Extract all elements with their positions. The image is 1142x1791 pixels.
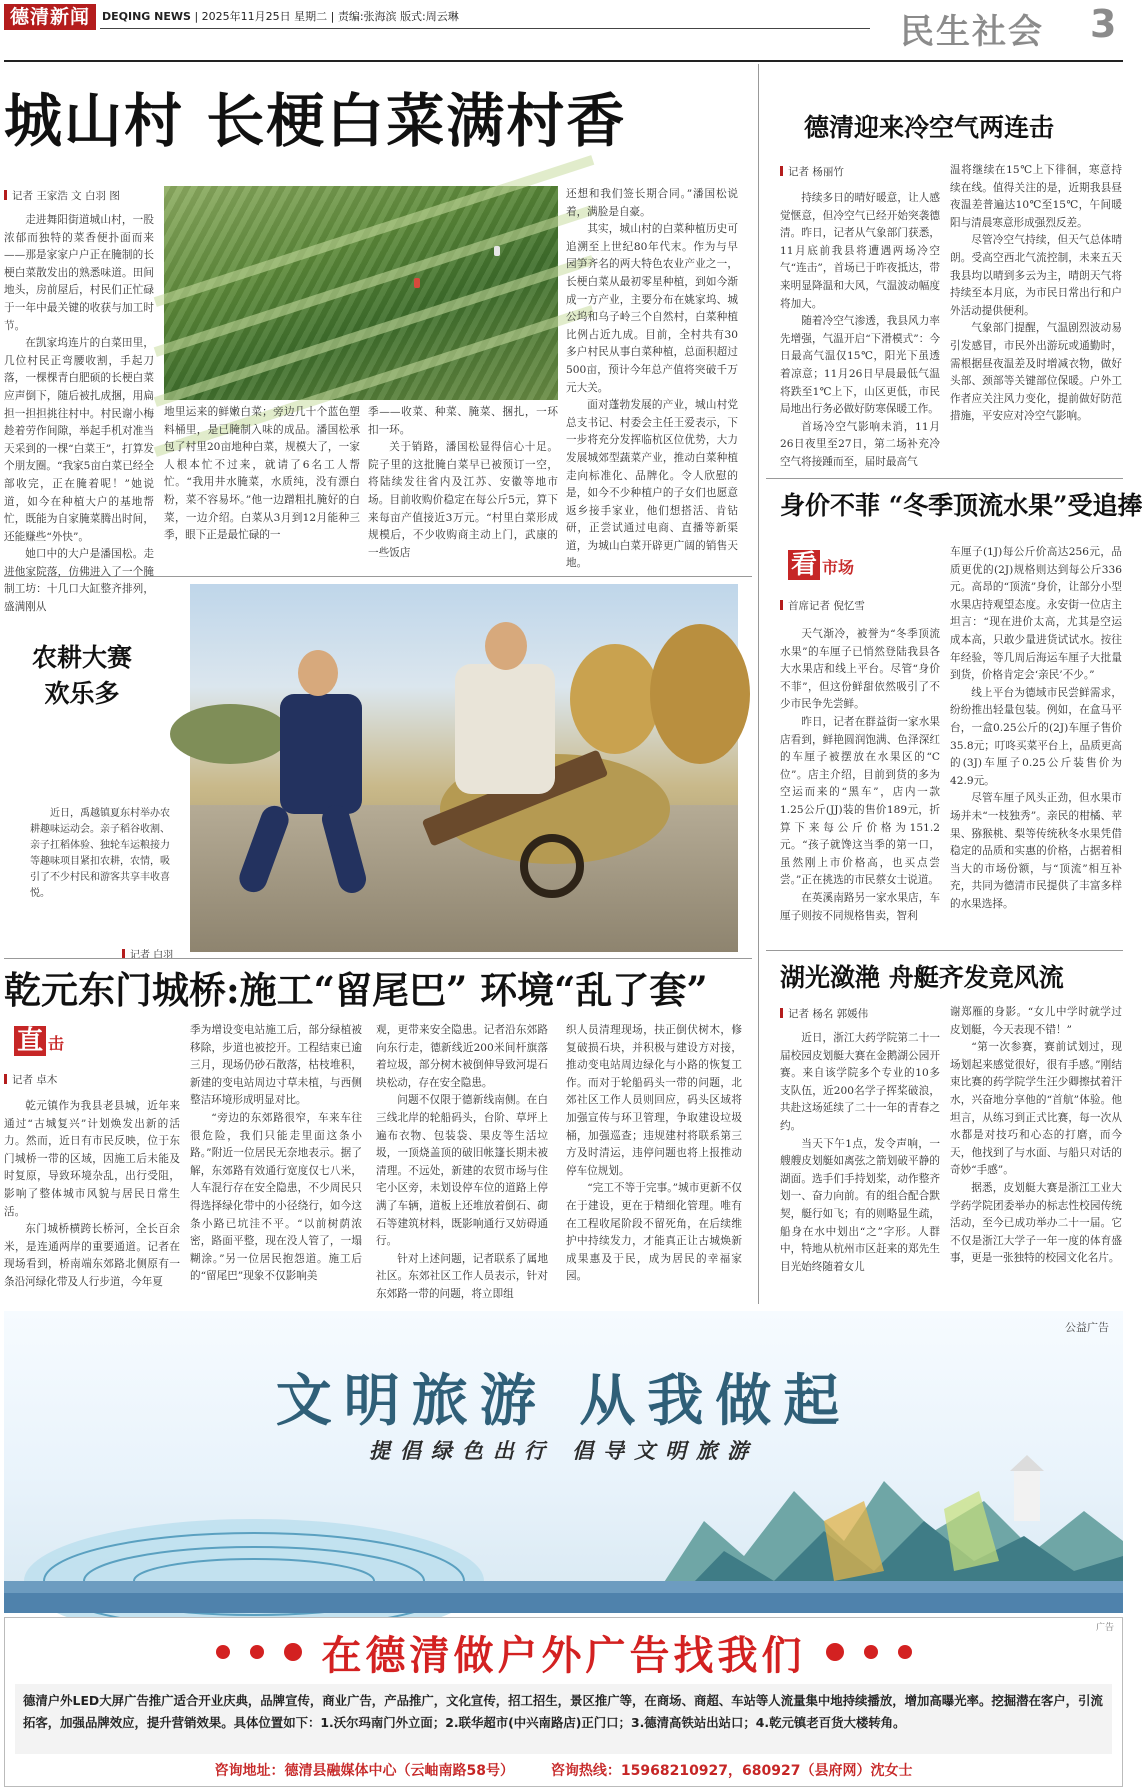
article-main-col2 xyxy=(164,404,360,569)
issue-date: 2025年11月25日 xyxy=(201,10,291,23)
paragraph: 在凯家坞连片的白菜田里，几位村民正弯腰收割，手起刀落，一棵棵青白肥硕的长梗白菜应声倒下，随后被扎成捆，用扁担一担担挑往村中。村民谢小梅趁着劳作间隙，举起手机对准当天采到的一棵“白菜王”，打算发个朋友圈。“我家5亩白菜已经全部收完，正在腌着呢！”她说道，如今在种植大户的基地帮忙，既能为自家腌菜腾出时间，还能赚些“外快”。 xyxy=(4,337,154,543)
section-name: 民生社会 xyxy=(900,12,1044,52)
article-gate-col1 xyxy=(4,1098,180,1304)
decor-dot xyxy=(216,1645,230,1659)
article-main-col3 xyxy=(368,404,558,569)
section-rule xyxy=(766,478,1123,479)
tag-big: 看 xyxy=(788,550,820,580)
article-gate-tag xyxy=(14,1026,64,1056)
paragraph: 季为增设变电站施工后，部分绿植被移除，步道也被挖开。工程结束已逾三月，现场仍砂石散落，枯枝堆积，新建的变电站周边寸草未植，与西侧整洁环境形成明显对比。 xyxy=(190,1024,362,1107)
article-fruit-col2 xyxy=(950,544,1122,944)
article-gate-col2 xyxy=(190,1022,362,1304)
paragraph: 织人员清理现场，扶正倒伏树木，修复破损石块，并积极与建设方对接，推动变电站周边绿化与小路的恢复工作。而对于轮船码头一带的问题，北郊社区工作人员则回应，码头区域将加强宣传与环卫管理，争取建设垃圾桶，加强巡查；违规建村将联系第三方及时清运，违停问题也将上报推动停车位规划。 xyxy=(566,1024,742,1177)
tag-small: 击 xyxy=(48,1034,65,1053)
article-cold-col1 xyxy=(780,190,940,468)
paragraph: 当天下午1点，发令声响，一艘艘皮划艇如离弦之箭划破平静的湖面。选手们手持划桨，动作整齐划一、奋力向前。有的组合配合默契，艇行如飞；有的则略显生疏，船身在水中划出“之”字形。人群中，特地从杭州市区赶来的郑先生目光始终随着女儿 xyxy=(780,1137,940,1273)
paragraph: 尽管冷空气持续，但天气总体晴朗。受高空西北气流控制，未来五天我县均以晴到多云为主，晴朗天气将持续至本月底，为市民日常出行和户外活动提供便利。 xyxy=(950,234,1122,317)
caption-text: 近日，禹越镇夏东村举办农耕趣味运动会。亲子稻谷收割、亲子扛稻体验、独轮车运粮接力等趣味项目紧扣农耕，农情，吸引了不少村民和游客共享丰收喜悦。 xyxy=(30,808,170,899)
section-tag xyxy=(880,0,1127,52)
photo-feature-title-line1: 农耕大赛 xyxy=(31,643,132,672)
layout-credit: 版式:周云琳 xyxy=(400,10,459,23)
lake-water-deep xyxy=(4,1593,1123,1613)
paragraph: 乾元镇作为我县老县城，近年来通过“古城复兴”计划焕发出新的活力。然而，近日有市民反映，位于东门城桥一带的区域，因施工后未能及时复原，导致环境杂乱，出行受阻，影响了整体城市风貌与居民日常生活。 xyxy=(4,1100,180,1218)
column-divider xyxy=(758,64,759,1304)
farmer-figure xyxy=(414,278,420,288)
paragraph: 地里运来的鲜嫩白菜；旁边几十个蓝色塑料桶里，是已腌制入味的成品。潘国松承包了村里20亩地种白菜，规模大了，一家人根本忙不过来，就请了6名工人帮忙。“我用井水腌菜，水质纯，没有漂白粉，菜不容易坏。”他一边蹭粗扎腌好的白菜，一边介绍。白菜从3月到12月能种三季，眼下正是最忙碌的一 xyxy=(164,406,360,542)
article-gate-col4 xyxy=(566,1022,742,1304)
paragraph: 随着冷空气渗透，我县风力率先增强，气温开启“下滑模式”：今日最高气温仅15℃，阳光下虽透着凉意；11月26日早晨最低气温将跌至1℃上下，山区更低，市民局地出行务必做好防寒保暖工作。 xyxy=(780,315,940,416)
paragraph: 近日，浙江大药学院第二十一届校园皮划艇大赛在金鹅湖公园开赛。来自该学院多个专业的10多支队伍，近200名学子挥桨破浪，共赴这场延续了二十一年的青春之约。 xyxy=(780,1032,940,1132)
section-rule xyxy=(4,576,752,577)
article-boat-byline: 记者 杨名 郭媛伟 xyxy=(780,1006,868,1021)
article-fruit-byline: 首席记者 倪忆雪 xyxy=(780,598,865,613)
ad-title-row xyxy=(5,1622,1122,1682)
psa-title: 文明旅游 从我做起 xyxy=(275,1369,852,1434)
outdoor-ad xyxy=(4,1617,1123,1787)
section-rule xyxy=(4,958,752,959)
child-figure xyxy=(280,694,362,814)
section-underline xyxy=(4,60,1123,62)
farmer-figure xyxy=(494,246,500,256)
ad-hotline: 咨询热线：15968210927，680927（县府网）沈女士 xyxy=(550,1763,913,1779)
article-boat-col1 xyxy=(780,1030,940,1304)
landscape-illustration xyxy=(4,1461,1123,1613)
tag-big: 直 xyxy=(14,1026,46,1056)
article-boat-title: 湖光潋滟 舟艇齐发竞风流 xyxy=(780,963,1064,992)
article-main-col1 xyxy=(4,212,154,614)
article-gate-title: 乾元东门城桥:施工“留尾巴” 环境“乱了套” xyxy=(4,968,708,1012)
paragraph: 还想和我们签长期合同。”潘国松说着，满脸是自豪。 xyxy=(566,188,738,218)
article-main-col4 xyxy=(566,186,738,569)
tag-small: 市场 xyxy=(822,558,855,577)
paragraph: 车厘子(1J)每公斤价高达256元，品质更优的(2J)规格则达到每公斤336元。高昂的“顶流”身价，让部分小型水果店持观望态度。永安街一位店主坦言：“现在进价太高，尤其是空运成本高，只敢少量进货试试水。按往年经验，等几周后海运车厘子大批量到货，价格肯定会‘亲民’不少。” xyxy=(950,546,1122,682)
paragraph: “第一次参赛，赛前试划过，现场划起来感觉很好，很有手感。”刚结束比赛的药学院学生汪少卿擦拭着汗水，兴奋地分享他的“首航”体验。他坦言，从练习到正式比赛，每一次从水都是对技巧和心态的打磨，而今天，他找到了与水面、与船只对话的奇妙“手感”。 xyxy=(950,1041,1122,1177)
ad-address: 咨询地址：德清县融媒体中心（云岫南路58号） xyxy=(214,1763,514,1779)
tree xyxy=(570,644,660,754)
paragraph: 东门城桥横跨长桥河，全长百余米，是连通两岸的重要通道。记者在现场看到，桥南端东郊路北侧原有一条沿河绿化带及人行步道，今年夏 xyxy=(4,1223,180,1288)
masthead xyxy=(0,0,1127,52)
photo-feature-credit: 记者 白羽 xyxy=(122,946,173,961)
man-head xyxy=(485,622,527,670)
paper-name: DEQING NEWS xyxy=(102,10,191,23)
paragraph: 在英溪南路另一家水果店，车厘子则按不同规格售卖，智利 xyxy=(780,891,940,922)
farm-games-photo xyxy=(190,584,738,952)
photo-feature-caption xyxy=(30,806,170,902)
photo-feature-title-line2: 欢乐多 xyxy=(44,679,120,708)
paragraph: 昨日，记者在群益街一家水果店看到，鲜艳圆润饱满、色泽深红的车厘子被摆放在水果区的“C位”。店主介绍，目前到货的多为空运而来的“黑车”，店内一款1.25公斤(JJ)装的售价189元，折算下来每公斤价格为151.2元。“孩子就馋这当季的第一口，虽然刚上市价格高，也买点尝尝。”正在挑选的市民蔡女士说道。 xyxy=(780,715,940,887)
paragraph: 观，更带来安全隐患。记者沿东郊路向东行走，德新线近200米间杆旗落着垃圾，部分树木被倒伸导致河堤石块松动，存在安全隐患。 xyxy=(376,1024,548,1089)
page-number: 3 xyxy=(1090,2,1117,46)
section-rule xyxy=(766,950,1123,951)
article-fruit-col1 xyxy=(780,626,940,944)
paragraph: 其实，城山村的白菜种植历史可追溯至上世纪80年代末。作为与早园笋齐名的两大特色农业产业之一，长梗白菜从最初零星种植，到如今渐成一方产业，主要分布在姚家坞、城公坞和乌子岭三个自然村，白菜种植比例占近九成。目前，全村共有30多户村民从事白菜种植，总面积超过500亩，预计今年总产值将突破千万元大关。 xyxy=(566,223,738,394)
paragraph: 走进舞阳街道城山村，一股浓郁而独特的菜香便扑面而来——那是家家户户正在腌制的长梗白菜散发出的熟悉味道。田间地头，房前屋后，村民们正忙碌于一年中最关键的收获与加工时节。 xyxy=(4,214,154,332)
child-head xyxy=(298,650,338,696)
paragraph: 关于销路，潘国松显得信心十足。院子里的这批腌白菜早已被预订一空，将陆续发往省内及江苏、安徽等地市场。目前收购价稳定在每公斤5元，算下来每亩产值接近3万元。“村里白菜形成规模后，不少收购商主动上门，武康的一些饭店 xyxy=(368,441,558,559)
article-fruit-title: 身价不菲 “冬季顶流水果”受追捧 xyxy=(780,491,1142,520)
issue-weekday: 星期二 xyxy=(294,10,328,23)
ad-corner-label: 广告 xyxy=(1095,1623,1114,1633)
article-boat-col2 xyxy=(950,1004,1122,1304)
decor-dot xyxy=(250,1645,264,1659)
cabbage-field-photo xyxy=(164,186,558,400)
article-gate-col3 xyxy=(376,1022,548,1304)
masthead-rule xyxy=(100,28,870,29)
paragraph: 温将继续在15℃上下徘徊，寒意持续在线。值得关注的是，近期我县昼夜温差普遍达10℃至15℃，午间暖阳与清晨寒意形成强烈反差。 xyxy=(950,164,1122,229)
paragraph: 谢郑雁的身影。“女儿中学时就学过皮划艇，今天表现不错！” xyxy=(950,1006,1122,1036)
paragraph: 据悉，皮划艇大赛是浙江工业大学药学院团委举办的标志性校园传统活动，至今已成功举办二十一届。它不仅是浙江大学子一年一度的体育盛事，更是一张独特的校园文化名片。 xyxy=(950,1181,1122,1265)
photo-feature-title xyxy=(20,640,144,712)
paragraph: 季——收菜、种菜、腌菜、捆扎，一环扣一环。 xyxy=(368,406,558,436)
decor-dot xyxy=(284,1643,302,1661)
article-fruit-tag xyxy=(788,550,854,580)
decor-dot xyxy=(898,1645,912,1659)
tree xyxy=(170,704,290,764)
article-cold-byline: 记者 杨丽竹 xyxy=(780,164,844,179)
paragraph: 面对蓬勃发展的产业，城山村党总支书记、村委会主任王爱表示，下一步将充分发挥临杭区位优势，大力发展城郊型蔬菜产业，推动白菜种植走向标准化、品牌化。令人欣慰的是，如今不少种植户的子女们也愿意返乡接手家业，他们想搭活、肯钻研，正尝试通过电商、直播等新渠道，为城山白菜开辟更广阔的销售天地。 xyxy=(566,399,738,570)
tower xyxy=(1014,1471,1040,1521)
paragraph: 气象部门提醒，气温剧烈波动易引发感冒，市民外出游玩或通勤时，需根据昼夜温差及时增减衣物，做好头部、颈部等关键部位保暖。户外工作者应关注风力变化，提前做好防范措施，平安应对冷空气影响。 xyxy=(950,322,1122,423)
article-main-title: 城山村 长梗白菜满村香 xyxy=(4,87,627,155)
paragraph: 尽管车厘子风头正劲，但水果市场并未“一枝独秀”。亲民的柑橘、苹果、猕猴桃、梨等传统秋冬水果凭借稳定的品质和实惠的价格，占据着相当大的市场份额，与“顶流”相互补充，共同为德清市民提供了丰富多样的水果选择。 xyxy=(950,792,1122,910)
article-gate-byline: 记者 卓木 xyxy=(4,1072,57,1087)
man-figure xyxy=(455,664,555,794)
paper-info: DEQING NEWS | 2025年11月25日 星期二 | 责编:张海滨 版式:周云琳 xyxy=(102,10,459,23)
paragraph: 天气渐冷，被誉为“冬季顶流水果”的车厘子已悄然登陆我县各大水果店和线上平台。尽管“身价不菲”，但这份鲜甜依然吸引了不少市民争先尝鲜。 xyxy=(780,628,940,711)
ad-body-text: 德清户外LED大屏广告推广适合开业庆典，品牌宣传，商业广告，产品推广，文化宣传，招工招生，景区推广等，在商场、商超、车站等人流量集中地持续播放，增加高曝光率。挖掘潜在客户，引流拓客，加强品牌效应，提升营销效果。具体位置如下：1.沃尔玛南门外立面；2.联华超市(中兴南路店)正门口；3.德清高铁站出站口；4.乾元镇老百货大楼转角。 xyxy=(23,1693,1103,1730)
public-service-ad xyxy=(4,1311,1123,1613)
paragraph: 针对上述问题，记者联系了属地社区。东郊社区工作人员表示，针对东郊路一带的问题，将立即组 xyxy=(376,1252,548,1300)
article-main-byline: 记者 王家浩 文 白羽 图 xyxy=(4,188,120,203)
paragraph: 首场冷空气影响未消，11月26日夜里至27日，第二场补充冷空气将接踵而至，届时最高气 xyxy=(780,420,940,468)
tree xyxy=(650,624,750,764)
editor-credit: 责编:张海滨 xyxy=(337,10,397,23)
paragraph: 问题不仅限于德新线南侧。在白三线北岸的轮船码头，台阶、草坪上遍布衣物、包装袋、果皮等生活垃圾，一顶烧盖顶的破旧帐篷长期未被清理。不远处，新建的农贸市场与住宅小区旁，未划设停车位的道路上停满了车辆，道板上还堆放着倒石、砌石等建筑材料，既影响通行又妨碍通行。 xyxy=(376,1094,548,1248)
ad-title: 在德清做户外广告找我们 xyxy=(321,1631,806,1679)
decor-dot xyxy=(826,1643,844,1661)
psa-subtitle: 提倡绿色出行 倡导文明旅游 xyxy=(368,1438,759,1463)
paragraph: “完工不等于完事。”城市更新不仅在于建设，更在于精细化管理。唯有在工程收尾阶段不留死角，在后续维护中持续发力，才能真正让古城焕新成果惠及于民，成为居民的幸福家园。 xyxy=(566,1182,742,1283)
article-cold-title: 德清迎来冷空气两连击 xyxy=(804,113,1055,142)
paragraph: 她口中的大户是潘国松。走进他家院落，仿佛进入了一个腌制工坊：十几口大缸整齐排列，盛满刚从 xyxy=(4,548,154,614)
decor-dot xyxy=(864,1645,878,1659)
psa-corner-label: 公益广告 xyxy=(1065,1321,1109,1334)
newspaper-logo: 德清新闻 xyxy=(4,4,96,30)
wheelbarrow-wheel xyxy=(520,834,584,898)
article-cold-col2 xyxy=(950,162,1122,468)
paragraph: “旁边的东郊路很窄，车来车往很危险，我们只能走里面这条小路。”附近一位居民无奈地表示。据了解，东郊路有效通行宽度仅七八米，人车混行存在安全隐患，不少周民只得选择绿化带中的小径绕行，如今这条小路已坑洼不平。“以前树荫浓密，路面平整，现在没人管了，一塌糊涂。”另一位居民抱怨道。施工后的“留尾巴”现象不仅影响美 xyxy=(190,1111,362,1283)
paragraph: 持续多日的晴好暖意，让人感觉惬意，但冷空气已经开始突袭德清。昨日，记者从气象部门获悉，11月底前我县将遭遇两场冷空气“连击”，首场已于昨夜抵达，带来明显降温和大风，气温波动幅度将加大。 xyxy=(780,192,940,310)
ad-contact-line xyxy=(5,1760,1122,1780)
paragraph: 线上平台为德域市民尝鲜需求，纷纷推出轻量包装。例如，在盒马平台，一盒0.25公斤的(2J)车厘子售价35.8元；叮咚买菜平台上，品质更高的(3J)车厘子0.25公斤装售价为42.9元。 xyxy=(950,686,1122,787)
